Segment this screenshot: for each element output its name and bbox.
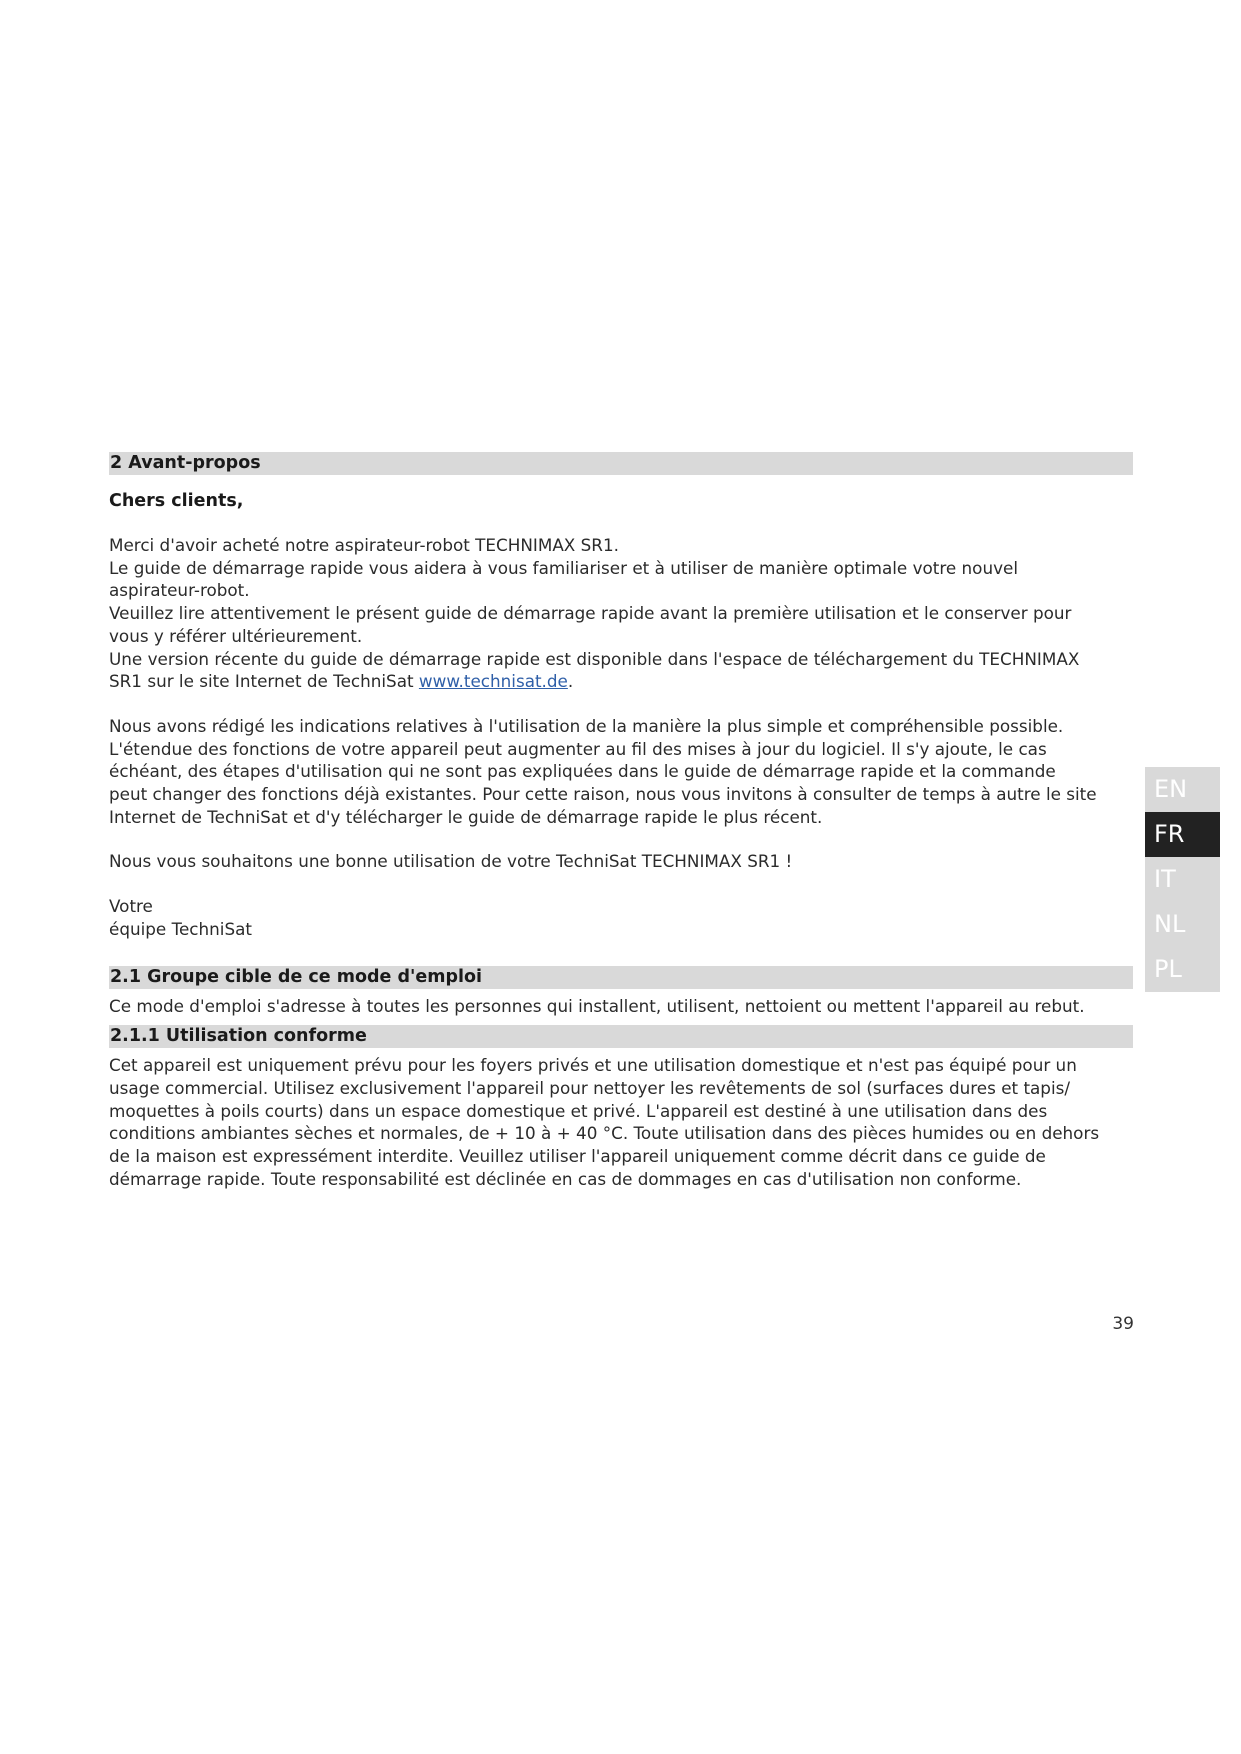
lang-tab-fr[interactable]: FR — [1145, 812, 1220, 857]
foreword-paragraph-1 — [109, 534, 1133, 693]
text-fragment: . — [567, 671, 574, 692]
text-line: Merci d'avoir acheté notre aspirateur-robot TECHNIMAX SR1. — [109, 535, 619, 555]
foreword-paragraph-2 — [109, 715, 1133, 829]
text-line — [109, 670, 1133, 693]
text-line: échéant, des étapes d'utilisation qui ne sont pas expliquées dans le guide de démarrage rapide et la commande — [109, 761, 1056, 782]
lang-tab-en[interactable]: EN — [1145, 767, 1220, 812]
text-line: Internet de TechniSat et d'y télécharger le guide de démarrage rapide le plus récent. — [109, 806, 823, 827]
lang-tab-pl[interactable]: PL — [1145, 947, 1220, 992]
text-fragment: SR1 sur le site Internet de TechniSat — [109, 671, 419, 692]
intended-use-paragraph — [109, 1054, 1133, 1190]
text-line: aspirateur-robot. — [109, 580, 250, 601]
section-heading-foreword: 2 Avant-propos — [109, 452, 1133, 475]
text-line: Une version récente du guide de démarrage rapide est disponible dans l'espace de téléchargement du TECHNIMAX — [109, 648, 1080, 669]
text-line: de la maison est expressément interdite. Veuillez utiliser l'appareil uniquement comme décrit dans ce guide de — [109, 1146, 1046, 1167]
text-line: Cet appareil est uniquement prévu pour les foyers privés et une utilisation domestique et n'est pas équipé pour un — [109, 1055, 1077, 1076]
lang-tab-nl[interactable]: NL — [1145, 902, 1220, 947]
signature-line: équipe TechniSat — [109, 918, 252, 939]
text-line: démarrage rapide. Toute responsabilité est déclinée en cas de dommages en cas d'utilisation non conforme. — [109, 1168, 1022, 1189]
language-tabs — [1145, 767, 1220, 992]
text-line: moquettes à poils courts) dans un espace domestique et privé. L'appareil est destiné à une utilisation dans des — [109, 1100, 1048, 1121]
text-line: usage commercial. Utilisez exclusivement l'appareil pour nettoyer les revêtements de sol (surfaces dures et tapis/ — [109, 1077, 1071, 1098]
signature — [109, 895, 1133, 940]
text-line: vous y référer ultérieurement. — [109, 625, 363, 646]
text-line: Veuillez lire attentivement le présent guide de démarrage rapide avant la première utilisation et le conserver pour — [109, 603, 1072, 624]
page-number: 39 — [1112, 1314, 1134, 1334]
target-group-text: Ce mode d'emploi s'adresse à toutes les personnes qui installent, utilisent, nettoient ou mettent l'appareil au rebut. — [109, 995, 1085, 1016]
lang-tab-it[interactable]: IT — [1145, 857, 1220, 902]
section-heading-intended-use: 2.1.1 Utilisation conforme — [109, 1025, 1133, 1048]
text-line: peut changer des fonctions déjà existantes. Pour cette raison, nous vous invitons à consulter de temps à autre le site — [109, 784, 1097, 805]
wish-text: Nous vous souhaitons une bonne utilisation de votre TechniSat TECHNIMAX SR1 ! — [109, 851, 793, 872]
text-line: L'étendue des fonctions de votre appareil peut augmenter au fil des mises à jour du logiciel. Il s'y ajoute, le cas — [109, 738, 1047, 759]
text-line: conditions ambiantes sèches et normales, de + 10 à + 40 °C. Toute utilisation dans des pièces humides ou en dehors — [109, 1123, 1100, 1144]
text-line: Le guide de démarrage rapide vous aidera à vous familiariser et à utiliser de manière optimale votre nouvel — [109, 557, 1018, 578]
signature-line: Votre — [109, 896, 153, 917]
greeting: Chers clients, — [109, 491, 244, 511]
section-heading-target-group: 2.1 Groupe cible de ce mode d'emploi — [109, 966, 1133, 989]
text-line: Nous avons rédigé les indications relatives à l'utilisation de la manière la plus simple et compréhensible possible. — [109, 715, 1064, 736]
page-content — [109, 452, 1133, 1190]
website-link[interactable]: www.technisat.de — [418, 671, 568, 692]
